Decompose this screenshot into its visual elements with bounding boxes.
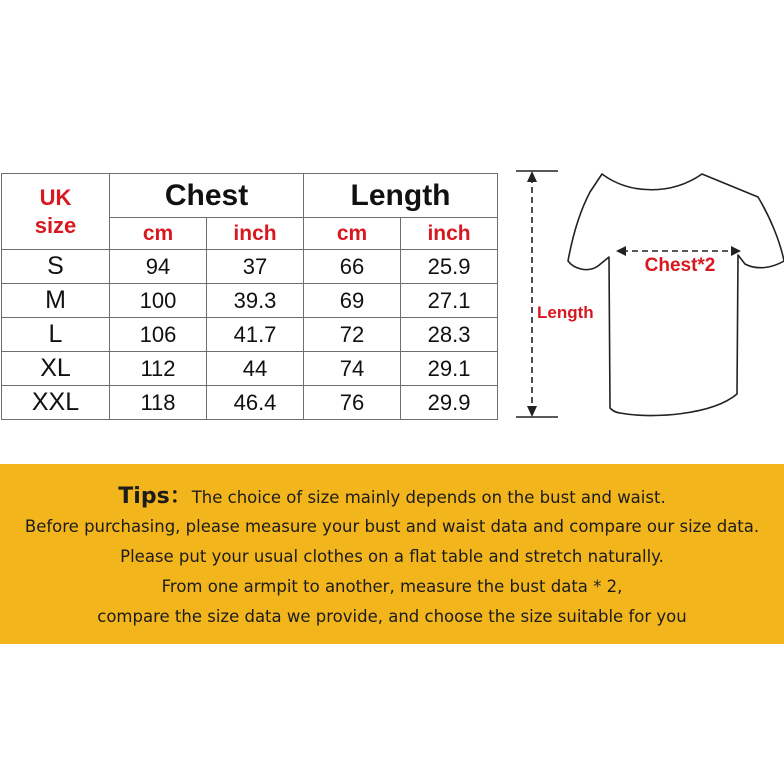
- length-inch-cell: 25.9: [401, 250, 498, 284]
- length-inch-cell: 29.1: [401, 352, 498, 386]
- tips-panel: [0, 464, 784, 644]
- region-label: UK: [39, 184, 72, 210]
- size-cell: M: [2, 284, 110, 318]
- tips-line-2: Before purchasing, please measure your bust and waist data and compare our size data.: [24, 517, 760, 536]
- tshirt-outline-icon: [568, 174, 784, 416]
- chest-cm-header: cm: [110, 218, 207, 250]
- size-cell: L: [2, 318, 110, 352]
- length-cm-header: cm: [304, 218, 401, 250]
- chest-inch-cell: 46.4: [207, 386, 304, 420]
- chest-cm-cell: 106: [110, 318, 207, 352]
- length-header: Length: [304, 174, 498, 218]
- length-cm-cell: 76: [304, 386, 401, 420]
- table-row: [2, 352, 498, 386]
- group-header-row: [2, 174, 498, 218]
- table-row: [2, 318, 498, 352]
- tips-line-1: [0, 482, 784, 512]
- length-inch-header: inch: [401, 218, 498, 250]
- tips-text-1: The choice of size mainly depends on the bust and waist.: [191, 488, 666, 507]
- length-inch-cell: 27.1: [401, 284, 498, 318]
- tips-line-4: From one armpit to another, measure the bust data * 2,: [161, 577, 623, 596]
- length-inch-cell: 28.3: [401, 318, 498, 352]
- table-row: [2, 284, 498, 318]
- chest-cm-cell: 94: [110, 250, 207, 284]
- length-inch-cell: 29.9: [401, 386, 498, 420]
- tshirt-diagram: [512, 165, 784, 427]
- size-cell: XXL: [2, 386, 110, 420]
- table-row: [2, 250, 498, 284]
- chest-cm-cell: 112: [110, 352, 207, 386]
- size-chart-table: [1, 173, 498, 420]
- chest-cm-cell: 100: [110, 284, 207, 318]
- size-label: size: [34, 212, 77, 238]
- tips-line-5: compare the size data we provide, and choose the size suitable for you: [97, 607, 687, 626]
- chest-label: Chest*2: [644, 255, 716, 276]
- length-cm-cell: 66: [304, 250, 401, 284]
- chest-inch-cell: 41.7: [207, 318, 304, 352]
- chest-inch-cell: 44: [207, 352, 304, 386]
- length-cm-cell: 69: [304, 284, 401, 318]
- chest-inch-header: inch: [207, 218, 304, 250]
- chest-inch-cell: 39.3: [207, 284, 304, 318]
- tips-line-3: Please put your usual clothes on a flat table and stretch naturally.: [120, 547, 664, 566]
- region-label-cell: [2, 174, 110, 250]
- length-measure-line: [516, 171, 558, 417]
- length-cm-cell: 72: [304, 318, 401, 352]
- table-row: [2, 386, 498, 420]
- length-cm-cell: 74: [304, 352, 401, 386]
- tips-label: Tips：: [118, 484, 192, 509]
- size-cell: S: [2, 250, 110, 284]
- length-label: Length: [537, 303, 594, 322]
- chest-header: Chest: [110, 174, 304, 218]
- chest-cm-cell: 118: [110, 386, 207, 420]
- chest-inch-cell: 37: [207, 250, 304, 284]
- size-cell: XL: [2, 352, 110, 386]
